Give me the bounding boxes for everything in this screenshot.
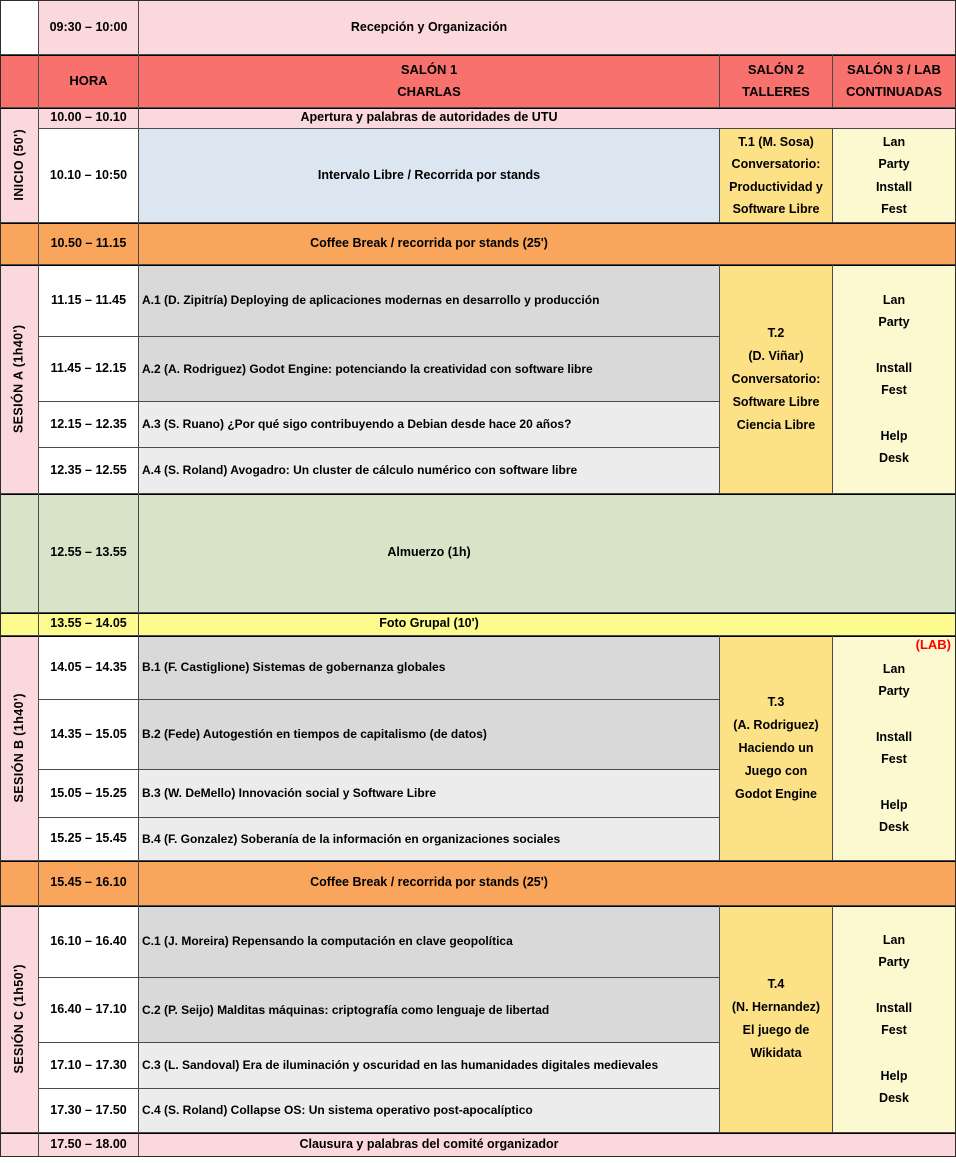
header-hora [39, 55, 138, 107]
talk-c3: C.3 (L. Sandoval) Era de iluminación y oscuridad en las humanidades digitales medievales [139, 1043, 719, 1088]
talk-b2: B.2 (Fede) Autogestión en tiempos de capitalismo (de datos) [139, 700, 719, 769]
taller-cell-t3: T.3 (A. Rodriguez) Haciendo un Juego con Godot Engine [720, 636, 832, 860]
event-band-coffee2 [139, 861, 955, 905]
header-salon2-line1: SALÓN 2 [747, 61, 805, 77]
section-label-sesion-c: SESIÓN C (1h50') [1, 906, 38, 1132]
taller-cell-t4: T.4 (N. Hernandez) El juego de Wikidata [720, 906, 832, 1132]
talk-b1: B.1 (F. Castiglione) Sistemas de gobernanza globales [139, 636, 719, 699]
time-cell-intervalo: 10.10 – 10:50 [39, 129, 138, 222]
taller-cell-t1: T.1 (M. Sosa) Conversatorio: Productividad y Software Libre [720, 129, 832, 222]
time-cell-c1: 16.10 – 16.40 [39, 906, 138, 977]
header-salon3 [833, 55, 955, 107]
clausura-spacer [1, 1133, 38, 1156]
time-cell-coffee1: 10.50 – 11.15 [39, 223, 138, 264]
talk-b3: B.3 (W. DeMello) Innovación social y Software Libre [139, 770, 719, 817]
talk-c4: C.4 (S. Roland) Collapse OS: Un sistema operativo post-apocalíptico [139, 1089, 719, 1132]
time-cell-b1: 14.05 – 14.35 [39, 636, 138, 699]
time-cell-b4: 15.25 – 15.45 [39, 818, 138, 860]
event-band-label: Recepción y Organización [350, 19, 508, 34]
section-label-sesion-b: SESIÓN B (1h40') [1, 636, 38, 860]
time-cell-almuerzo: 12.55 – 13.55 [39, 494, 138, 612]
event-intervalo [139, 129, 719, 222]
header-salon3-line2: CONTINUADAS [845, 83, 943, 99]
coffee1-spacer [1, 223, 38, 264]
event-band-almuerzo [139, 494, 955, 612]
section-label-inicio: INICIO (50') [1, 108, 38, 222]
event-intervalo-label: Intervalo Libre / Recorrida por stands [317, 167, 541, 182]
time-cell-recepcion: 09:30 – 10:00 [39, 1, 138, 54]
time-cell-c4: 17.30 – 17.50 [39, 1089, 138, 1132]
header-salon3-line1: SALÓN 3 / LAB [847, 61, 941, 77]
event-band-clausura [139, 1133, 955, 1156]
lab-cell-sesion-a: Lan Party Install Fest Help Desk [833, 265, 955, 493]
time-cell-clausura: 17.50 – 18.00 [39, 1133, 138, 1156]
header-spacer [1, 55, 38, 107]
header-salon1 [139, 55, 719, 107]
corner-cell [1, 1, 38, 54]
time-cell-a1: 11.15 – 11.45 [39, 265, 138, 336]
talk-a3: A.3 (S. Ruano) ¿Por qué sigo contribuyendo a Debian desde hace 20 años? [139, 402, 719, 447]
lab-note: (LAB) [915, 637, 951, 652]
event-band-label: Foto Grupal (10') [379, 616, 479, 631]
header-hora-label: HORA [69, 72, 108, 88]
header-salon2 [720, 55, 832, 107]
time-cell-coffee2: 15.45 – 16.10 [39, 861, 138, 905]
event-band-recepcion [139, 1, 955, 54]
talk-c2: C.2 (P. Seijo) Malditas máquinas: criptografía como lenguaje de libertad [139, 978, 719, 1042]
time-cell-b3: 15.05 – 15.25 [39, 770, 138, 817]
event-band-apertura [139, 108, 955, 128]
almuerzo-spacer [1, 494, 38, 612]
talk-a4: A.4 (S. Roland) Avogadro: Un cluster de cálculo numérico con software libre [139, 448, 719, 493]
event-band-label: Coffee Break / recorrida por stands (25') [310, 235, 548, 250]
event-band-label: Clausura y palabras del comité organizador [299, 1136, 559, 1151]
event-band-label: Coffee Break / recorrida por stands (25') [310, 875, 548, 890]
time-cell-foto: 13.55 – 14.05 [39, 613, 138, 635]
time-cell-b2: 14.35 – 15.05 [39, 700, 138, 769]
section-label-sesion-a: SESIÓN A (1h40') [1, 265, 38, 493]
talk-b4: B.4 (F. Gonzalez) Soberanía de la información en organizaciones sociales [139, 818, 719, 860]
lab-cell-sesion-b: (LAB) Lan Party Install Fest Help Desk [833, 636, 955, 860]
talk-a1: A.1 (D. Zipitría) Deploying de aplicaciones modernas en desarrollo y producción [139, 265, 719, 336]
time-cell-c3: 17.10 – 17.30 [39, 1043, 138, 1088]
foto-spacer [1, 613, 38, 635]
header-salon2-line2: TALLERES [742, 83, 810, 99]
event-band-label: Almuerzo (1h) [387, 545, 471, 560]
time-cell-a4: 12.35 – 12.55 [39, 448, 138, 493]
lab-cell-sesion-c: Lan Party Install Fest Help Desk [833, 906, 955, 1132]
header-salon1-line2: CHARLAS [397, 83, 461, 99]
taller-cell-t2: T.2 (D. Viñar) Conversatorio: Software Libre Ciencia Libre [720, 265, 832, 493]
time-cell-apertura: 10.00 – 10.10 [39, 108, 138, 128]
time-cell-a2: 11.45 – 12.15 [39, 337, 138, 401]
lab-cell-inicio: Lan Party Install Fest [833, 129, 955, 222]
event-band-coffee1 [139, 223, 955, 264]
talk-a2: A.2 (A. Rodriguez) Godot Engine: potenciando la creatividad con software libre [139, 337, 719, 401]
time-cell-a3: 12.15 – 12.35 [39, 402, 138, 447]
talk-c1: C.1 (J. Moreira) Repensando la computación en clave geopolítica [139, 906, 719, 977]
header-salon1-line1: SALÓN 1 [400, 61, 458, 77]
event-band-foto [139, 613, 955, 635]
coffee2-spacer [1, 861, 38, 905]
time-cell-c2: 16.40 – 17.10 [39, 978, 138, 1042]
event-band-label: Apertura y palabras de autoridades de UTU [300, 110, 558, 125]
